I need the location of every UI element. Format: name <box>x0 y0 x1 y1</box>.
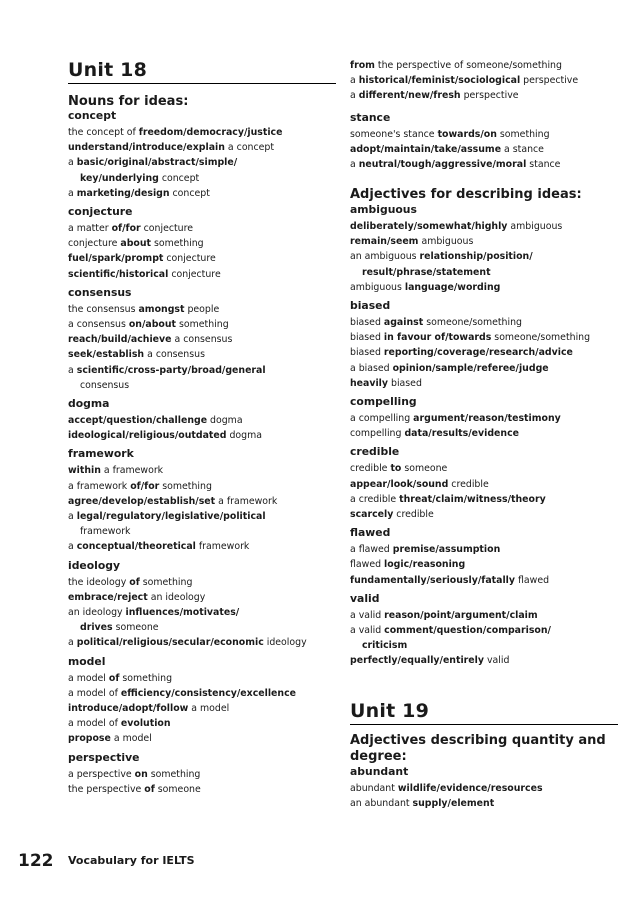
entry-line <box>68 636 307 650</box>
plain-text: a <box>68 187 77 199</box>
collocation-text: fundamentally/seriously/fatally <box>350 574 516 586</box>
entry-line <box>68 702 229 716</box>
collocation-text: within <box>68 465 101 477</box>
headword-valid: valid <box>350 591 380 605</box>
entry-line <box>350 782 543 796</box>
plain-text: the consensus <box>68 303 139 315</box>
plain-text: a valid <box>350 625 385 636</box>
collocation-text: freedom/democracy/justice <box>138 127 283 138</box>
entry-line <box>350 558 465 572</box>
entry-line <box>350 797 494 811</box>
plain-text: credible <box>448 478 489 490</box>
plain-text: someone/something <box>423 317 522 328</box>
plain-text: a <box>350 159 359 171</box>
headword-abundant: abundant <box>350 765 409 778</box>
collocation-text: legal/regulatory/legislative/political <box>76 511 266 522</box>
collocation-text: to <box>390 463 402 475</box>
quantity-degree-heading-line2: degree: <box>350 749 407 764</box>
entry-line <box>68 141 274 155</box>
plain-text: biased <box>350 347 384 359</box>
entry-line <box>68 495 277 509</box>
plain-text: ambiguous <box>418 236 474 248</box>
entry-line <box>350 128 550 142</box>
plain-text: framework <box>80 526 131 538</box>
plain-text: people <box>184 303 220 315</box>
plain-text: someone <box>154 783 201 795</box>
plain-text: something <box>119 672 173 684</box>
collocation-text: result/phrase/statement <box>362 266 491 278</box>
collocation-text: supply/element <box>412 798 495 810</box>
plain-text: a valid <box>350 609 385 621</box>
nouns-for-ideas-heading: Nouns for ideas: <box>68 94 189 109</box>
plain-text: an ideology <box>147 591 206 603</box>
collocation-text: comment/question/comparison/ <box>384 625 551 636</box>
headword-flawed: flawed <box>350 526 391 540</box>
entry-line <box>350 346 573 360</box>
entry-line <box>350 316 522 330</box>
entry-line <box>350 462 447 476</box>
plain-text: a model <box>188 703 230 714</box>
plain-text: a <box>68 511 77 522</box>
collocation-text: from <box>350 60 375 71</box>
entry-line <box>68 318 229 332</box>
collocation-text: of <box>129 576 140 588</box>
plain-text: flawed <box>515 574 550 586</box>
collocation-text: logic/reasoning <box>384 559 466 571</box>
collocation-text: appear/look/sound <box>350 478 449 490</box>
collocation-text: ideological/religious/outdated <box>68 430 227 442</box>
plain-text: something <box>176 319 229 330</box>
collocation-text: reach/build/achieve <box>68 334 172 346</box>
collocation-text: agree/develop/establish/set <box>68 495 216 507</box>
entry-line <box>68 126 282 140</box>
plain-text: stance <box>526 159 561 171</box>
plain-text: credible <box>393 509 434 520</box>
entry-line <box>68 303 219 317</box>
plain-text: dogma <box>226 430 262 442</box>
entry-line <box>350 377 422 391</box>
plain-text: a stance <box>501 144 544 156</box>
plain-text: a framework <box>215 495 278 507</box>
collocation-text: key/underlying <box>80 172 159 184</box>
entry-line <box>350 412 561 426</box>
plain-text: a matter <box>68 223 112 234</box>
entry-line <box>68 606 239 620</box>
collocation-text: scarcely <box>350 509 394 520</box>
plain-text: a <box>350 90 359 102</box>
entry-line <box>68 348 205 362</box>
entry-line <box>350 624 551 638</box>
headword-ideology: ideology <box>68 558 121 572</box>
collocation-text: relationship/position/ <box>419 251 533 263</box>
plain-text: biased <box>388 377 422 389</box>
entry-line <box>350 74 578 88</box>
entry-line <box>68 187 210 201</box>
entry-line <box>68 576 192 590</box>
headword-biased: biased <box>350 299 391 312</box>
collocation-text: influences/motivates/ <box>125 607 240 618</box>
plain-text: a perspective <box>68 768 135 780</box>
plain-text: someone/something <box>491 332 591 344</box>
plain-text: the concept of <box>68 127 139 138</box>
headword-dogma: dogma <box>68 397 110 410</box>
collocation-text: neutral/tough/aggressive/moral <box>358 159 527 171</box>
collocation-text: conceptual/theoretical <box>76 541 196 553</box>
collocation-text: fuel/spark/prompt <box>68 253 164 265</box>
entry-line <box>350 158 560 172</box>
entry-line <box>350 59 562 73</box>
entry-line <box>350 508 434 522</box>
entry-line <box>68 429 262 443</box>
entry-line <box>68 464 163 478</box>
page-number: 122 <box>18 851 54 871</box>
collocation-text: efficiency/consistency/excellence <box>120 687 296 699</box>
plain-text: a concept <box>224 142 275 154</box>
collocation-text: adopt/maintain/take/assume <box>350 144 502 156</box>
plain-text: conjecture <box>168 268 221 280</box>
quantity-degree-heading-line1: Adjectives describing quantity and <box>350 733 606 748</box>
entry-line <box>68 222 193 236</box>
collocation-text: on <box>134 768 148 780</box>
plain-text: a consensus <box>68 319 129 330</box>
entry-line <box>68 540 249 554</box>
entry-line <box>350 331 590 345</box>
plain-text: perspective <box>520 75 579 87</box>
plain-text: an ambiguous <box>350 251 420 263</box>
plain-text: valid <box>483 655 510 667</box>
entry-line <box>68 480 212 494</box>
plain-text: a framework <box>68 480 131 492</box>
collocation-text: of/for <box>130 480 160 492</box>
plain-text: conjecture <box>68 238 121 250</box>
collocation-text: of <box>108 672 120 684</box>
collocation-text: embrace/reject <box>68 591 148 603</box>
headword-conjecture: conjecture <box>68 205 133 218</box>
entry-line <box>350 89 519 103</box>
entry-line <box>350 609 538 623</box>
unit-19-heading: Unit 19 <box>350 700 618 725</box>
plain-text: a model of <box>68 718 121 730</box>
collocation-text: opinion/sample/referee/judge <box>392 362 549 374</box>
plain-text: a <box>350 75 359 87</box>
entry-line <box>68 717 171 731</box>
plain-text: credible <box>350 463 391 475</box>
plain-text: abundant <box>350 783 398 794</box>
collocation-text: evolution <box>120 718 171 730</box>
plain-text: ambiguous <box>350 281 405 293</box>
entry-line <box>350 493 546 507</box>
entry-line <box>350 235 473 249</box>
collocation-text: reason/point/argument/claim <box>384 609 538 621</box>
collocation-text: of/for <box>111 223 141 234</box>
entry-line <box>68 510 266 524</box>
collocation-text: wildlife/evidence/resources <box>397 783 543 794</box>
entry-line <box>68 783 201 797</box>
collocation-text: historical/feminist/sociological <box>358 75 521 87</box>
entry-line <box>350 220 562 234</box>
plain-text: something <box>159 480 212 492</box>
plain-text: framework <box>195 541 250 553</box>
plain-text: an abundant <box>350 798 413 810</box>
headword-ambiguous: ambiguous <box>350 203 417 216</box>
plain-text: a model <box>68 672 109 684</box>
plain-text: a biased <box>350 362 393 374</box>
plain-text: conjecture <box>163 253 216 265</box>
headword-compelling: compelling <box>350 395 417 408</box>
collocation-text: argument/reason/testimony <box>413 413 561 424</box>
plain-text: conjecture <box>140 223 194 234</box>
plain-text: a <box>68 637 77 649</box>
collocation-text: scientific/cross-party/broad/general <box>76 364 266 376</box>
entry-line <box>350 362 549 376</box>
collocation-text: data/results/evidence <box>404 428 519 440</box>
entry-line <box>68 156 237 170</box>
entry-line <box>350 654 509 668</box>
headword-concept: concept <box>68 109 117 122</box>
plain-text: a <box>68 541 77 553</box>
plain-text: consensus <box>80 379 130 391</box>
entry-line <box>68 525 131 539</box>
collocation-text: premise/assumption <box>392 544 501 556</box>
plain-text: a consensus <box>171 334 233 346</box>
plain-text: biased <box>350 317 384 328</box>
plain-text: ambiguous <box>507 221 563 232</box>
entry-line <box>68 687 296 701</box>
plain-text: a framework <box>100 465 164 477</box>
entry-line <box>350 639 407 653</box>
entry-line <box>350 574 549 588</box>
collocation-text: of <box>144 783 155 795</box>
plain-text: a model <box>110 733 152 745</box>
plain-text: concept <box>169 187 210 199</box>
plain-text: biased <box>350 332 384 344</box>
headword-stance: stance <box>350 111 391 124</box>
plain-text: concept <box>158 172 200 184</box>
entry-line <box>350 281 500 295</box>
collocation-text: drives <box>80 622 113 634</box>
plain-text: something <box>151 238 204 250</box>
entry-line <box>350 250 533 264</box>
entry-line <box>350 543 500 557</box>
plain-text: flawed <box>350 559 385 571</box>
headword-perspective: perspective <box>68 750 140 764</box>
plain-text: something <box>496 129 550 140</box>
headword-model: model <box>68 654 106 668</box>
plain-text: something <box>147 768 201 780</box>
plain-text: ideology <box>263 637 307 649</box>
collocation-text: amongst <box>138 303 185 315</box>
entry-line <box>350 478 489 492</box>
entry-line <box>68 379 129 393</box>
plain-text: the perspective of someone/something <box>374 60 562 71</box>
collocation-text: against <box>383 317 424 328</box>
collocation-text: deliberately/somewhat/highly <box>350 221 508 232</box>
entry-line <box>68 364 266 378</box>
plain-text: something <box>139 576 193 588</box>
collocation-text: perfectly/equally/entirely <box>350 655 484 667</box>
collocation-text: seek/establish <box>68 349 145 361</box>
plain-text: the ideology <box>68 576 130 588</box>
collocation-text: on/about <box>128 319 177 330</box>
plain-text: a model of <box>68 687 121 699</box>
entry-line <box>68 591 205 605</box>
plain-text: a compelling <box>350 413 414 424</box>
entry-line <box>68 672 172 686</box>
collocation-text: about <box>120 238 152 250</box>
collocation-text: heavily <box>350 377 389 389</box>
collocation-text: remain/seem <box>350 236 419 248</box>
book-title: Vocabulary for IELTS <box>68 854 195 867</box>
collocation-text: introduce/adopt/follow <box>68 703 189 714</box>
plain-text: compelling <box>350 428 405 440</box>
plain-text: an ideology <box>68 607 126 618</box>
entry-line <box>350 143 544 157</box>
plain-text: a credible <box>350 493 400 505</box>
collocation-text: scientific/historical <box>68 268 169 280</box>
collocation-text: threat/claim/witness/theory <box>399 493 546 505</box>
entry-line <box>68 414 243 428</box>
plain-text: a <box>68 364 77 376</box>
collocation-text: accept/question/challenge <box>68 415 208 426</box>
plain-text: someone <box>112 622 159 634</box>
collocation-text: towards/on <box>437 129 497 140</box>
collocation-text: basic/original/abstract/simple/ <box>76 157 238 169</box>
collocation-text: propose <box>68 733 111 745</box>
collocation-text: reporting/coverage/research/advice <box>383 347 573 359</box>
entry-line <box>350 266 491 280</box>
collocation-text: language/wording <box>404 281 501 293</box>
plain-text: perspective <box>460 90 519 102</box>
entry-line <box>68 268 221 282</box>
entry-line <box>68 237 204 251</box>
entry-line <box>68 768 200 782</box>
plain-text: someone's stance <box>350 129 438 140</box>
headword-consensus: consensus <box>68 285 132 299</box>
entry-line <box>68 621 159 635</box>
collocation-text: in favour of/towards <box>383 332 492 344</box>
entry-line <box>68 252 216 266</box>
collocation-text: political/religious/secular/economic <box>76 637 264 649</box>
collocation-text: criticism <box>362 640 408 652</box>
plain-text: someone <box>401 463 448 475</box>
entry-line <box>350 427 519 441</box>
entry-line <box>68 333 232 347</box>
collocation-text: different/new/fresh <box>358 90 461 102</box>
plain-text: a consensus <box>144 349 205 361</box>
adjectives-ideas-heading: Adjectives for describing ideas: <box>350 187 582 202</box>
collocation-text: understand/introduce/explain <box>68 142 225 154</box>
plain-text: the perspective <box>68 783 145 795</box>
plain-text: a flawed <box>350 544 393 556</box>
entry-line <box>68 732 152 746</box>
plain-text: a <box>68 157 77 169</box>
unit-18-heading: Unit 18 <box>68 59 336 84</box>
headword-credible: credible <box>350 445 400 459</box>
plain-text: dogma <box>207 415 243 426</box>
collocation-text: marketing/design <box>76 187 170 199</box>
headword-framework: framework <box>68 447 134 461</box>
entry-line <box>68 172 199 186</box>
